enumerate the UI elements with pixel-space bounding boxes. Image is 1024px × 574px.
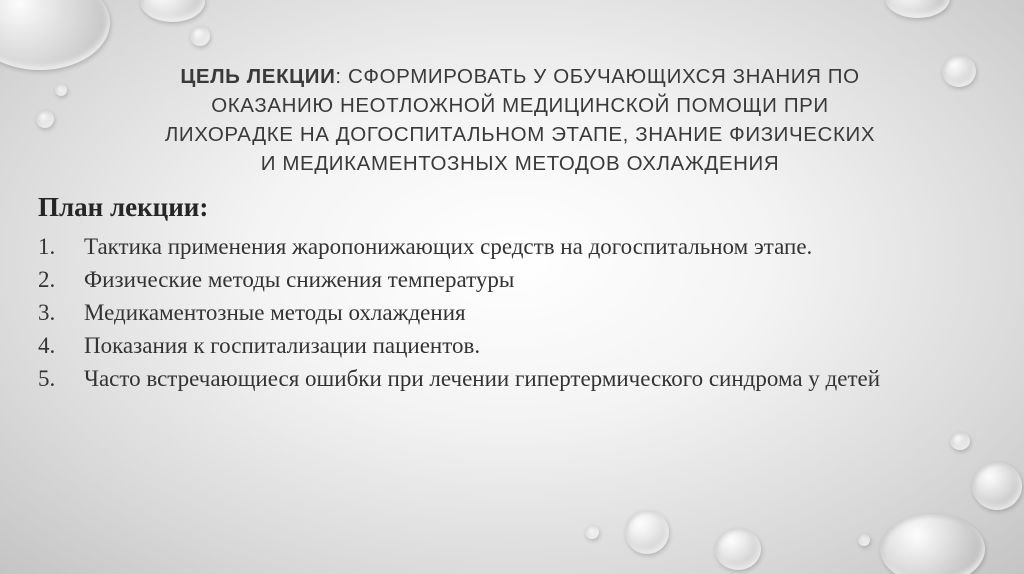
title-line: И МЕДИКАМЕНТОЗНЫХ МЕТОДОВ ОХЛАЖДЕНИЯ	[260, 152, 780, 175]
plan-item-number: 1.	[38, 234, 56, 259]
plan-item	[38, 362, 988, 395]
plan-item	[38, 263, 988, 296]
title-line: ЛИХОРАДКЕ НА ДОГОСПИТАЛЬНОМ ЭТАПЕ, ЗНАНИЕ ФИЗИЧЕСКИХ	[164, 123, 876, 146]
plan-item-text: Физические методы снижения температуры	[84, 267, 515, 292]
water-drop-decoration	[625, 510, 669, 554]
plan-item-number: 4.	[38, 333, 56, 358]
plan-item-text: Медикаментозные методы охлаждения	[84, 300, 466, 325]
title-text: : СФОРМИРОВАТЬ У ОБУЧАЮЩИХСЯ ЗНАНИЯ ПО	[335, 65, 860, 88]
title-lead: ЦЕЛЬ ЛЕКЦИИ	[180, 65, 336, 88]
water-drop-decoration	[880, 514, 985, 574]
water-drop-decoration	[972, 462, 1022, 510]
water-drop-decoration	[55, 84, 67, 96]
plan-list	[38, 230, 988, 395]
plan-item-text: Часто встречающиеся ошибки при лечении гипертермического синдрома у детей	[84, 366, 881, 391]
title-line: ОКАЗАНИЮ НЕОТЛОЖНОЙ МЕДИЦИНСКОЙ ПОМОЩИ ПРИ	[211, 94, 829, 117]
water-drop-decoration	[140, 0, 205, 22]
water-drop-decoration	[0, 0, 110, 70]
plan-item-number: 3.	[38, 300, 56, 325]
title-line	[70, 62, 970, 91]
plan-item	[38, 296, 988, 329]
plan-item-text: Показания к госпитализации пациентов.	[84, 333, 481, 358]
water-drop-decoration	[715, 528, 761, 570]
water-drop-decoration	[190, 26, 210, 46]
plan-item-number: 5.	[38, 366, 56, 391]
lecture-goal-title	[70, 62, 970, 178]
water-drop-decoration	[885, 0, 950, 18]
plan-item	[38, 230, 988, 263]
water-drop-decoration	[585, 525, 599, 539]
water-drop-decoration	[36, 110, 54, 128]
plan-item	[38, 329, 988, 362]
plan-item-text: Тактика применения жаропонижающих средств на догоспитальном этапе.	[84, 234, 813, 259]
water-drop-decoration	[858, 534, 870, 546]
water-drop-decoration	[950, 432, 970, 450]
plan-heading: План лекции:	[38, 192, 209, 222]
plan-item-number: 2.	[38, 267, 56, 292]
